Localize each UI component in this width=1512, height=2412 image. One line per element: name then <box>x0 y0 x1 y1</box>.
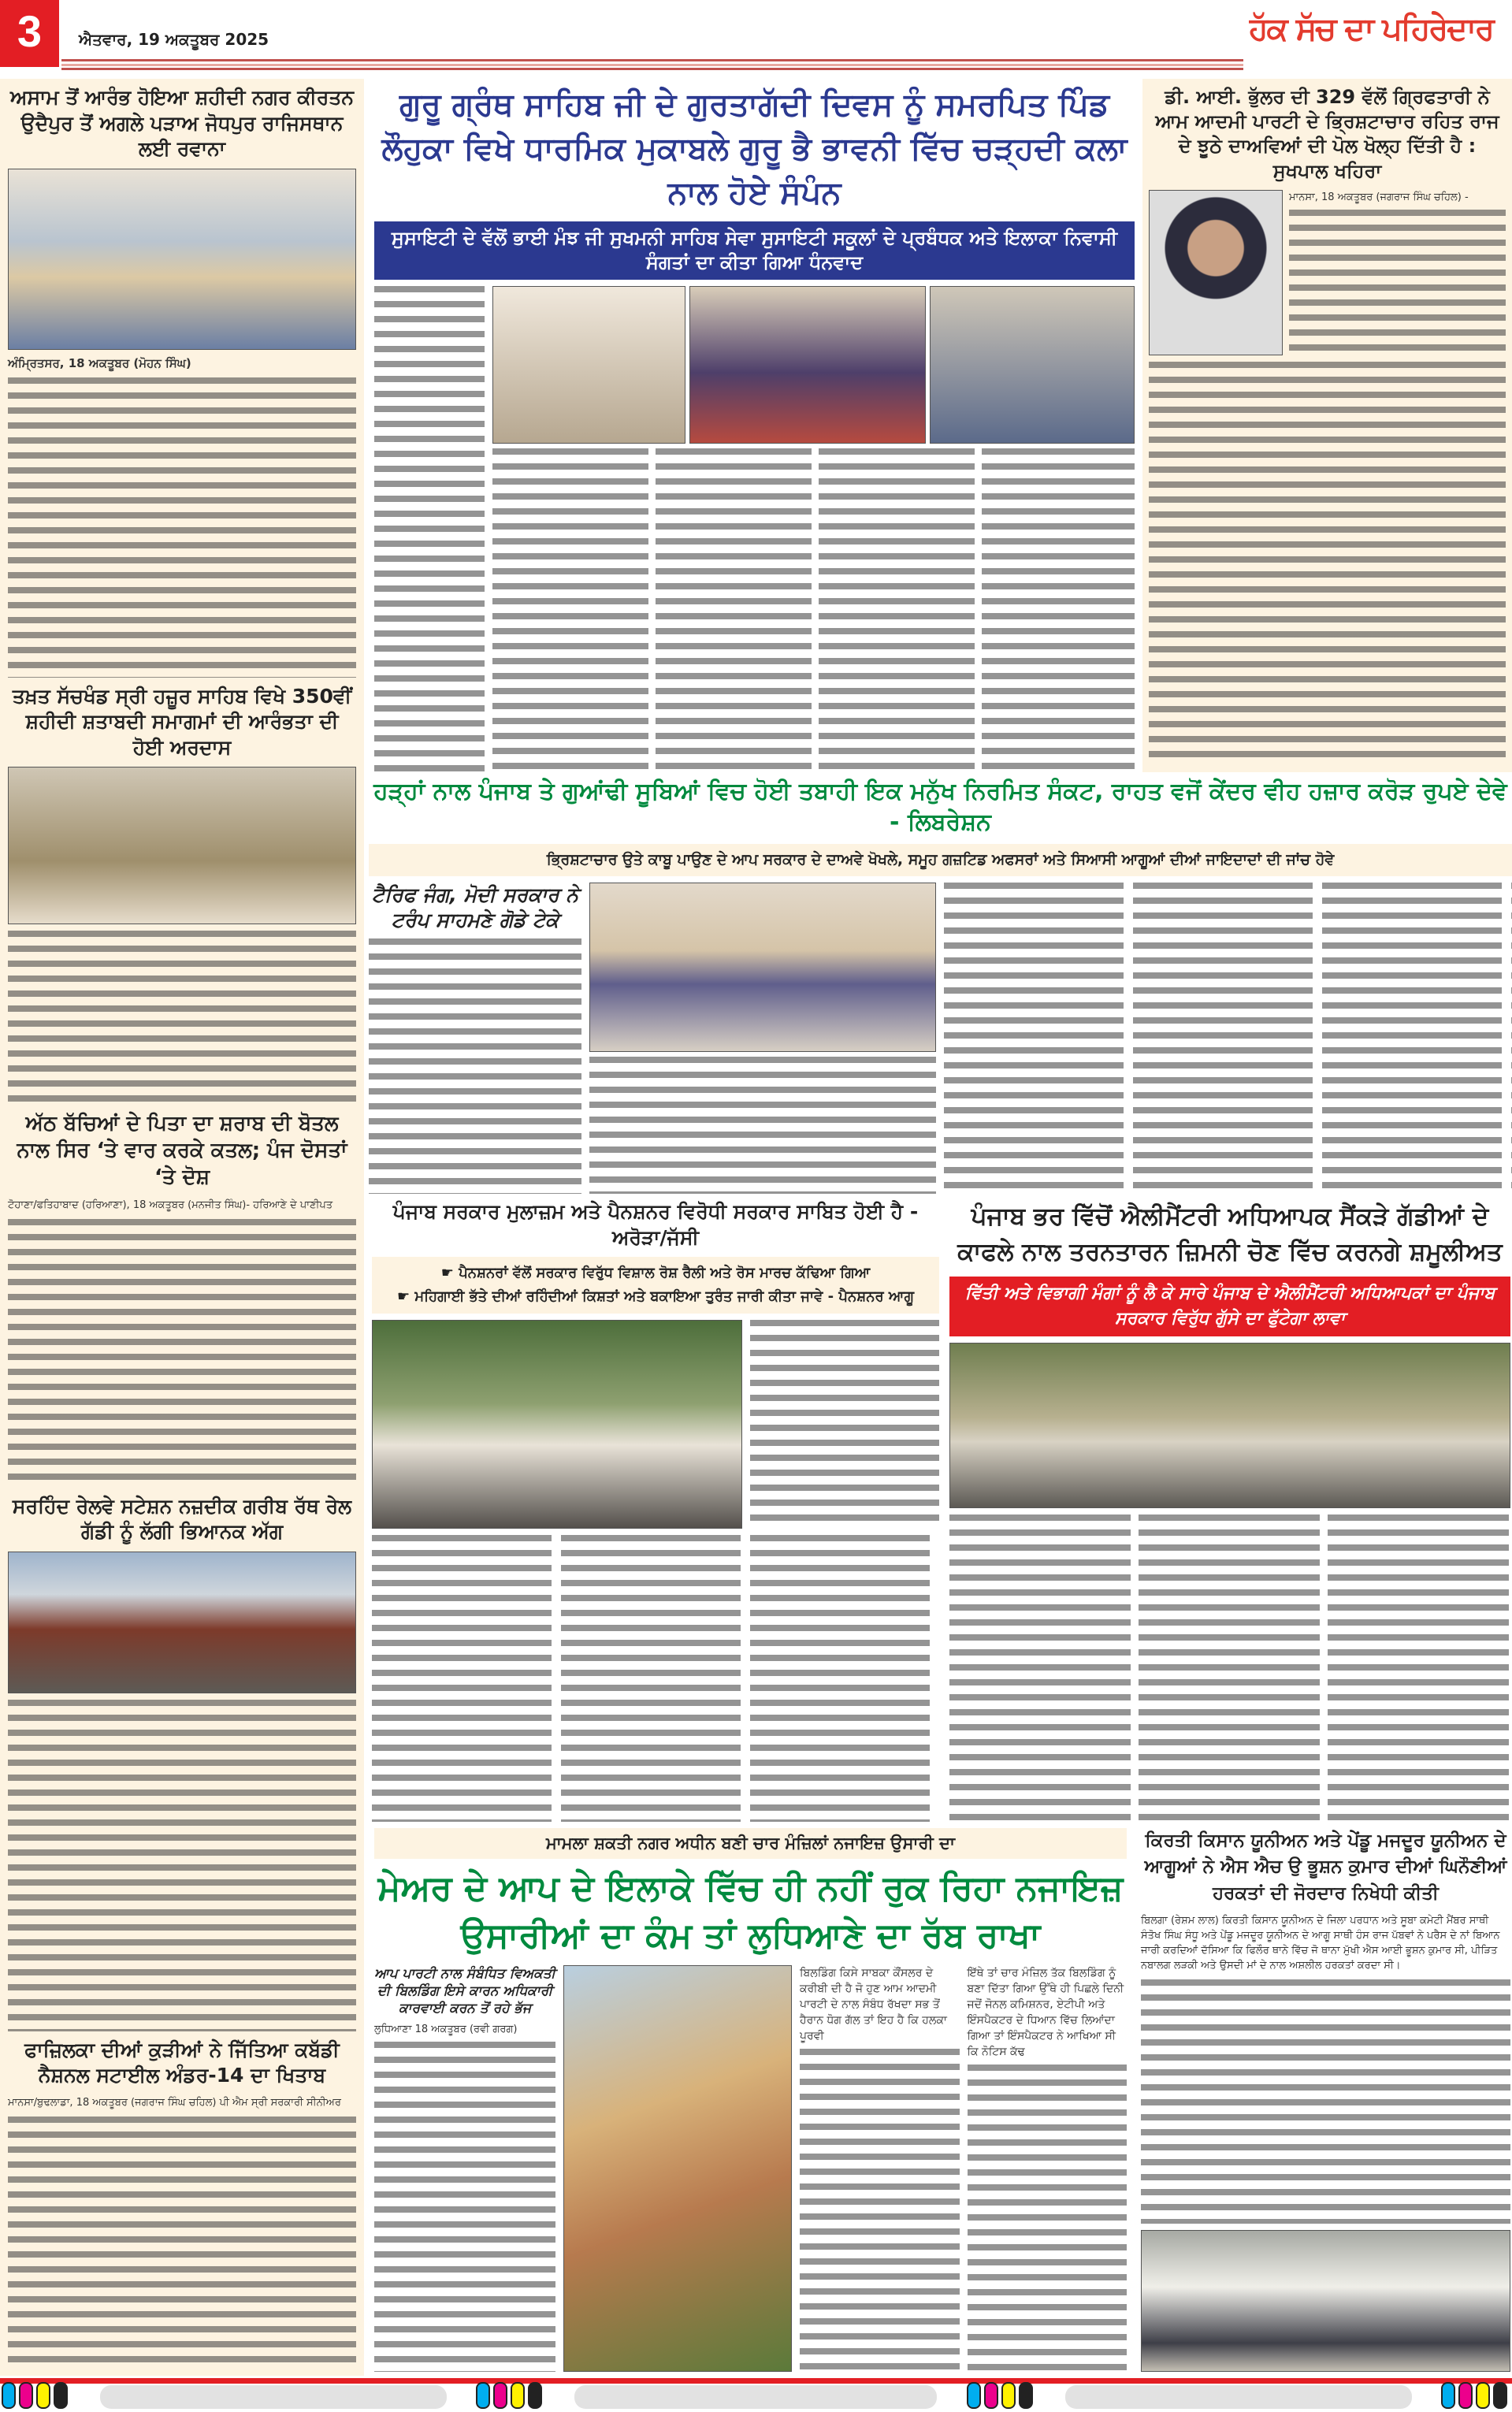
kisan-headline: ਕਿਰਤੀ ਕਿਸਾਨ ਯੂਨੀਅਨ ਅਤੇ ਪੇਂਡੂ ਮਜਦੂਰ ਯੂਨੀਅਨ ਦੇ ਆਗੂਆਂ ਨੇ ਐਸ ਐਚ ਉ ਭੂਸ਼ਨ ਕੁਮਾਰ ਦੀਆਂ ਘਿਨੌਣੀਆਂ ਹਰਕਤਾਂ ਦੀ ਜੋਰਦਾਰ ਨਿਖੇਧੀ ਕੀਤੀ <box>1144 1830 1507 1904</box>
story-body <box>1141 1979 1510 2224</box>
bullet-item: ☛ ਪੈਨਸ਼ਨਰਾਂ ਵੱਲੋਂ ਸਰਕਾਰ ਵਿਰੁੱਧ ਵਿਸ਼ਾਲ ਰੋਸ਼ ਰੈਲੀ ਅਤੇ ਰੋਸ ਮਾਰਚ ਕੱਢਿਆ ਗਿਆ <box>440 1265 871 1281</box>
story-body <box>8 931 356 1105</box>
story-headline: ਟੈਰਿਫ ਜੰਗ, ਮੋਦੀ ਸਰਕਾਰ ਨੇ ਟਰੰਪ ਸਾਹਮਣੇ ਗੋਡੇ ਟੇਕੇ <box>372 883 578 932</box>
grey-strip <box>100 2385 447 2409</box>
teachers-banner: ਵਿੱਤੀ ਅਤੇ ਵਿਭਾਗੀ ਮੰਗਾਂ ਨੂੰ ਲੈ ਕੇ ਸਾਰੇ ਪੰਜਾਬ ਦੇ ਐਲੀਮੈਂਟਰੀ ਅਧਿਆਪਕਾਂ ਦਾ ਪੰਜਾਬ ਸਰਕਾਰ ਵਿਰੁੱਧ ਗੁੱਸੇ ਦਾ ਫੁੱਟੇਗਾ ਲਾਵਾ <box>949 1277 1510 1336</box>
story-body <box>372 1535 939 1822</box>
kisan-section <box>1135 1828 1510 2372</box>
pension-bullets <box>372 1257 939 1314</box>
train-fire-photo <box>8 1552 356 1693</box>
footer-rule <box>0 2378 1512 2384</box>
story-body <box>944 883 1512 1194</box>
story-body <box>492 448 1135 772</box>
flood-headline: ਹੜ੍ਹਾਂ ਨਾਲ ਪੰਜਾਬ ਤੇ ਗੁਆਂਢੀ ਸੂਬਿਆਂ ਵਿਚ ਹੋਈ ਤਬਾਹੀ ਇਕ ਮਨੁੱਖ ਨਿਰਮਿਤ ਸੰਕਟ, ਰਾਹਤ ਵਜੋਂ ਕੇਂਦਰ ਵੀਹ ਹਜ਼ਾਰ ਕਰੋੜ ਰੁਪਏ ਦੇਵੇ - ਲਿਬਰੇਸ਼ਨ <box>373 778 1507 836</box>
grey-strip <box>574 2385 937 2409</box>
story-body <box>369 938 581 1194</box>
pointing-hand-icon: ☛ <box>396 1288 415 1305</box>
story-body <box>949 1514 1510 1822</box>
dateline: ਅੰਮ੍ਰਿਤਸਰ, 18 ਅਕਤੂਬਰ (ਮੋਹਨ ਸਿੰਘ) <box>8 355 191 370</box>
bullet-item: ☛ ਮਹਿਗਾਈ ਭੱਤੇ ਦੀਆਂ ਰਹਿੰਦੀਆਂ ਕਿਸ਼ਤਾਂ ਅਤੇ ਬਕਾਇਆ ਤੁਰੰਤ ਜਾਰੀ ਕੀਤਾ ਜਾਵੇ - ਪੈਨਸ਼ਨਰ ਆਗੂ <box>396 1288 915 1305</box>
page-number-box <box>0 0 59 67</box>
pension-section <box>372 1199 939 1822</box>
teachers-headline: ਪੰਜਾਬ ਭਰ ਵਿੱਚੋਂ ਐਲੀਮੈਂਟਰੀ ਅਧਿਆਪਕ ਸੈਂਕੜੇ ਗੱਡੀਆਂ ਦੇ ਕਾਫਲੇ ਨਾਲ ਤਰਨਤਾਰਨ ਜ਼ਿਮਨੀ ਚੋਣ ਵਿੱਚ ਕਰਨਗੇ ਸ਼ਮੂਲੀਅਤ <box>957 1202 1503 1266</box>
dateline: ਲੁਧਿਆਣਾ 18 ਅਕਤੂਬਰ (ਰਵੀ ਗਰਗ) <box>374 2024 518 2036</box>
registration-marks <box>0 2384 1512 2410</box>
left-column <box>0 79 364 2376</box>
dateline: ਮਾਨਸਾ/ਬੁਢਲਾਡਾ, 18 ਅਕਤੂਬਰ (ਜਗਰਾਜ ਸਿੰਘ ਚਹਿਲ) ਪੀ ਐਮ ਸ੍ਰੀ ਸਰਕਾਰੀ ਸੀਨੀਅਰ <box>8 2096 341 2109</box>
sangat-group-photo <box>689 286 926 444</box>
award-photo <box>930 286 1135 444</box>
lead-story <box>374 83 1135 772</box>
right-top-box <box>1142 79 1512 772</box>
flood-subhead: ਭ੍ਰਿਸ਼ਟਾਚਾਰ ਉਤੇ ਕਾਬੂ ਪਾਉਣ ਦੇ ਆਪ ਸਰਕਾਰ ਦੇ ਦਾਅਵੇ ਖੋਖਲੇ, ਸਮੂਹ ਗਜ਼ਟਿਡ ਅਫਸਰਾਂ ਅਤੇ ਸਿਆਸੀ ਆਗੂਆਂ ਦੀਆਂ ਜਾਇਦਾਦਾਂ ਦੀ ਜਾਂਚ ਹੋਵੇ <box>369 844 1512 876</box>
lead-headline: ਗੁਰੂ ਗ੍ਰੰਥ ਸਾਹਿਬ ਜੀ ਦੇ ਗੁਰਤਾਗੱਦੀ ਦਿਵਸ ਨੂੰ ਸਮਰਪਿਤ ਪਿੰਡ ਲੌਹੁਕਾ ਵਿਖੇ ਧਾਰਮਿਕ ਮੁਕਾਬਲੇ ਗੁਰੂ ਭੈ ਭਾਵਨੀ ਵਿੱਚ ਚੜ੍ਹਦੀ ਕਲਾ ਨਾਲ ਹੋਏ ਸੰਪੰਨ <box>381 87 1127 211</box>
dateline: ਟੋਹਾਣਾ/ਫਤਿਹਾਬਾਦ (ਹਰਿਆਣਾ), 18 ਅਕਤੂਬਰ (ਮਨਜੀਤ ਸਿੰਘ)- ਹਰਿਆਣੇ ਦੇ ਪਾਣੀਪਤ <box>8 1199 333 1211</box>
teachers-group-photo <box>949 1343 1510 1508</box>
story-headline: ਡੀ. ਆਈ. ਭੁੱਲਰ ਦੀ 329 ਵੱਲੋਂ ਗ੍ਰਿਫਤਾਰੀ ਨੇ ਆਮ ਆਦਮੀ ਪਾਰਟੀ ਦੇ ਭ੍ਰਿਸ਼ਟਾਚਾਰ ਰਹਿਤ ਰਾਜ ਦੇ ਝੂਠੇ ਦਾਅਵਿਆਂ ਦੀ ਪੋਲ ਖੋਲ੍ਹ ਦਿੱਤੀ ਹੈ : ਸੁਖਪਾਲ ਖਹਿਰਾ <box>1155 86 1499 182</box>
story-body <box>1289 210 1506 355</box>
story-body <box>374 286 485 772</box>
mayor-section <box>374 1828 1127 2372</box>
nagar-kirtan-photo <box>8 169 356 350</box>
story-headline: ਤਖ਼ਤ ਸੱਚਖੰਡ ਸ੍ਰੀ ਹਜ਼ੂਰ ਸਾਹਿਬ ਵਿਖੇ 350ਵੀਂ ਸ਼ਹੀਦੀ ਸ਼ਤਾਬਦੀ ਸਮਾਗਮਾਂ ਦੀ ਆਰੰਭਤਾ ਦੀ ਹੋਈ ਅਰਦਾਸ <box>12 684 352 759</box>
story-body <box>968 2065 1127 2372</box>
event-hall-photo <box>492 286 685 444</box>
story-headline: ਫਾਜ਼ਿਲਕਾ ਦੀਆਂ ਕੁੜੀਆਂ ਨੇ ਜਿੱਤਿਆ ਕਬੱਡੀ ਨੈਸ਼ਨਲ ਸਟਾਈਲ ਅੰਡਰ-14 ਦਾ ਖਿਤਾਬ <box>24 2038 340 2087</box>
story-body <box>750 1320 939 1529</box>
story-body <box>8 1700 356 2031</box>
grey-strip <box>1065 2385 1412 2409</box>
teachers-section <box>949 1199 1510 1822</box>
cmyk-mark <box>967 2382 1036 2412</box>
cmyk-mark <box>2 2382 71 2412</box>
dateline: ਮਾਨਸਾ, 18 ਅਕਤੂਬਰ (ਜਗਰਾਜ ਸਿੰਘ ਚਹਿਲ) - <box>1289 191 1469 203</box>
pointing-hand-icon: ☛ <box>440 1265 459 1281</box>
story-headline: ਸਰਹਿੰਦ ਰੇਲਵੇ ਸਟੇਸ਼ਨ ਨਜ਼ਦੀਕ ਗਰੀਬ ਰੱਥ ਰੇਲ ਗੱਡੀ ਨੂੰ ਲੱਗੀ ਭਿਆਨਕ ਅੱਗ <box>12 1494 352 1544</box>
story-column: ਬਿਲਡਿੰਗ ਕਿਸੇ ਸਾਬਕਾ ਕੌਂਸਲਰ ਦੇ ਕਰੀਬੀ ਦੀ ਹੈ ਜੋ ਹੁਣ ਆਮ ਆਦਮੀ ਪਾਰਟੀ ਦੇ ਨਾਲ ਸੰਬੰਧ ਰੱਖਦਾ ਸਭ ਤੋਂ ਹੈਰਾਨ ਧੋਗ ਗੱਲ ਤਾਂ ਇਹ ਹੈ ਕਿ ਹਲਕਾ ਪੂਰਵੀ <box>800 1967 947 2043</box>
cmyk-mark <box>1441 2382 1510 2412</box>
story-body <box>589 1057 936 1194</box>
mayor-kicker: ਮਾਮਲਾ ਸ਼ਕਤੀ ਨਗਰ ਅਧੀਨ ਬਣੀ ਚਾਰ ਮੰਜ਼ਿਲਾਂ ਨਜਾਇਜ਼ ਉਸਾਰੀ ਦਾ <box>374 1828 1127 1859</box>
cmyk-mark <box>476 2382 545 2412</box>
story-headline: ਅੱਠ ਬੱਚਿਆਂ ਦੇ ਪਿਤਾ ਦਾ ਸ਼ਰਾਬ ਦੀ ਬੋਤਲ ਨਾਲ ਸਿਰ ‘ਤੇ ਵਾਰ ਕਰਕੇ ਕਤਲ; ਪੰਜ ਦੋਸਤਾਂ ‘ਤੇ ਦੋਸ਼ <box>17 1112 347 1189</box>
story-column: ਇੱਥੇ ਤਾਂ ਚਾਰ ਮੰਜ਼ਿਲ ਤੱਕ ਬਿਲਡਿੰਗ ਨੂੰ ਬਣਾ ਦਿੱਤਾ ਗਿਆ ਉੱਥੇ ਹੀ ਪਿਛਲੇ ਦਿਨੀ ਜਦੋਂ ਜੋਨਲ ਕਮਿਸ਼ਨਰ, ਏਟੀਪੀ ਅਤੇ ਇੰਸਪੈਕਟਰ ਦੇ ਧਿਆਨ ਵਿੱਚ ਲਿਆਂਦਾ ਗਿਆ ਤਾਂ ਇੰਸਪੈਕਟਰ ਨੇ ਆਖਿਆ ਸੀ ਕਿ ਨੋਟਿਸ ਕੱਢ <box>967 1967 1124 2059</box>
story-body <box>374 2042 555 2372</box>
story-body <box>800 2049 960 2372</box>
story-headline: ਅਸਾਮ ਤੋਂ ਆਰੰਭ ਹੋਇਆ ਸ਼ਹੀਦੀ ਨਗਰ ਕੀਰਤਨ ਉਦੈਪੁਰ ਤੋਂ ਅਗਲੇ ਪੜਾਅ ਜੋਧਪੁਰ ਰਾਜਿਸਥਾਨ ਲਈ ਰਵਾਨਾ <box>9 86 355 160</box>
hazur-sahib-photo <box>8 767 356 924</box>
page-number: 3 <box>17 6 43 56</box>
mayor-subhead: ਆਪ ਪਾਰਟੀ ਨਾਲ ਸੰਬੰਧਿਤ ਵਿਅਕਤੀ ਦੀ ਬਿਲਡਿੰਗ ਇਸੇ ਕਾਰਨ ਅਧਿਕਾਰੀ ਕਾਰਵਾਈ ਕਰਨ ਤੋਂ ਰਹੇ ਭੱਜ <box>374 1966 555 2017</box>
lead-banner: ਸੁਸਾਇਟੀ ਦੇ ਵੱਲੋਂ ਭਾਈ ਮੰਝ ਜੀ ਸੁਖਮਨੀ ਸਾਹਿਬ ਸੇਵਾ ਸੁਸਾਇਟੀ ਸਕੂਲਾਂ ਦੇ ਪ੍ਰਬੰਧਕ ਅਤੇ ਇਲਾਕਾ ਨਿਵਾਸੀ ਸੰਗਤਾਂ ਦਾ ਕੀਤਾ ਗਿਆ ਧੰਨਵਾਦ <box>374 221 1135 280</box>
story-body <box>8 377 356 678</box>
issue-date: ਐਤਵਾਰ, 19 ਅਕਤੂਬਰ 2025 <box>79 30 269 49</box>
header-rule <box>61 59 1243 70</box>
pensioners-rally-photo <box>372 1320 742 1529</box>
pension-headline: ਪੰਜਾਬ ਸਰਕਾਰ ਮੁਲਾਜ਼ਮ ਅਤੇ ਪੈਨਸ਼ਨਰ ਵਿਰੋਧੀ ਸਰਕਾਰ ਸਾਬਿਤ ਹੋਈ ਹੈ - ਅਰੋੜਾ/ਜੱਸੀ <box>392 1200 919 1249</box>
newspaper-logo: ਹੱਕ ਸੱਚ ਦਾ ਪਹਿਰੇਦਾਰ <box>1249 11 1493 47</box>
sukhpal-khaira-photo <box>1149 190 1283 355</box>
kisan-protest-photo <box>1141 2230 1510 2372</box>
illegal-construction-photo <box>563 1965 792 2372</box>
press-conference-photo <box>589 883 936 1052</box>
story-body <box>1149 362 1506 766</box>
story-body <box>8 2117 356 2369</box>
story-body <box>8 1219 356 1488</box>
kisan-body: ਬਿਲਗਾ (ਰੇਸ਼ਮ ਲਾਲ) ਕਿਰਤੀ ਕਿਸਾਨ ਯੂਨੀਅਨ ਦੇ ਜਿਲਾ ਪਰਧਾਨ ਅਤੇ ਸੂਬਾ ਕਮੇਟੀ ਮੈਂਬਰ ਸਾਥੀ ਸੰਤੋਖ ਸਿੰਘ ਸੰਧੂ ਅਤੇ ਪੇਂਡੂ ਮਜਦੂਰ ਯੂਨੀਅਨ ਦੇ ਆਗੂ ਸਾਥੀ ਹੰਸ ਰਾਜ ਪੱਬਵਾਂ ਨੇ ਪਰੈਸ ਦੇ ਨਾਂ ਬਿਆਨ ਜਾਰੀ ਕਰਦਿਆਂ ਦੱਸਿਆ ਕਿ ਫਿਲੌਰ ਥਾਨੇ ਵਿੱਚ ਜੋ ਥਾਨਾ ਮੁੱਖੀ ਐਸ ਆਈ ਭੂਸ਼ਨ ਕੁਮਾਰ ਸੀ, ਪੀੜਿਤ ਨਬਾਲਗ ਲੜਕੀ ਅਤੇ ਉਸਦੀ ਮਾਂ ਦੇ ਨਾਲ ਅਸ਼ਲੀਲ ਹਰਕਤਾਂ ਕਰਦਾ ਸੀ। <box>1141 1915 1500 1972</box>
flood-section <box>369 776 1512 1194</box>
mayor-headline: ਮੇਅਰ ਦੇ ਆਪ ਦੇ ਇਲਾਕੇ ਵਿੱਚ ਹੀ ਨਹੀਂ ਰੁਕ ਰਿਹਾ ਨਜਾਇਜ਼ ਉਸਾਰੀਆਂ ਦਾ ਕੰਮ ਤਾਂ ਲੁਧਿਆਣੇ ਦਾ ਰੱਬ ਰਾਖਾ <box>377 1868 1124 1956</box>
